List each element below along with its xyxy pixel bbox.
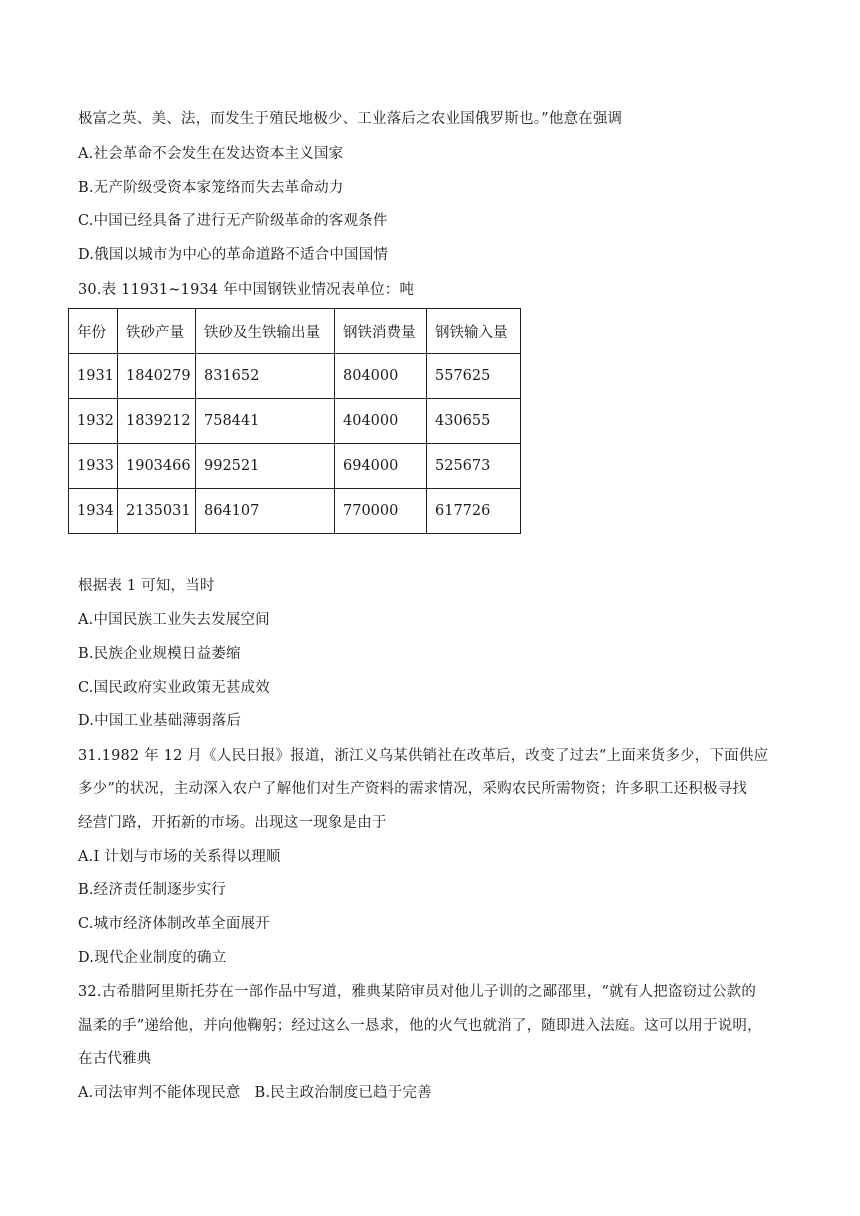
table-cell: 1840279 (118, 354, 196, 399)
table-row (69, 354, 521, 399)
q31-stem-line-1: 31.1982 年 12 月《人民日报》报道，浙江义乌某供销社在改革后，改变了过去“上面来货多少，下面供应 (78, 748, 769, 764)
q31-option-c: C.城市经济体制改革全面展开 (78, 916, 270, 932)
table-header-cell: 铁砂及生铁输出量 (196, 309, 335, 354)
q30-option-d: D.中国工业基础薄弱落后 (78, 713, 242, 729)
table-cell: 1903466 (118, 444, 196, 489)
q30-option-c: C.国民政府实业政策无甚成效 (78, 680, 270, 696)
table-header-cell: 铁砂产量 (118, 309, 196, 354)
table-cell: 758441 (196, 399, 335, 444)
q31-option-b: B.经济责任制逐步实行 (78, 882, 226, 898)
steel-industry-table (68, 308, 521, 534)
table-cell: 430655 (427, 399, 521, 444)
table-cell: 694000 (335, 444, 427, 489)
table-row (69, 399, 521, 444)
q31-option-a: A.I 计划与市场的关系得以理顺 (78, 849, 281, 865)
table-cell: 617726 (427, 489, 521, 534)
table-cell: 2135031 (118, 489, 196, 534)
table-header-cell: 年份 (69, 309, 118, 354)
q32-option-b: B.民主政治制度已趋于完善 (254, 1085, 432, 1101)
table-cell: 1931 (69, 354, 118, 399)
table-row (69, 444, 521, 489)
q30-title: 30.表 11931~1934 年中国钢铁业情况表单位：吨 (78, 282, 415, 298)
q32-option-a: A.司法审判不能体现民意 (78, 1085, 241, 1101)
q30-option-b: B.民族企业规模日益萎缩 (78, 646, 241, 662)
q30-stem: 根据表 1 可知，当时 (78, 578, 215, 594)
q29-option-b: B.无产阶级受资本家笼络而失去革命动力 (78, 180, 344, 196)
q32-stem-line-1: 32.古希腊阿里斯托芬在一部作品中写道，雅典某陪审员对他儿子训的之鄙邵里，“就有人把盗窃过公款的 (78, 984, 757, 1000)
table-cell: 1933 (69, 444, 118, 489)
table-cell: 770000 (335, 489, 427, 534)
q29-stem-end: 极富之英、美、法，而发生于殖民地极少、工业落后之农业国俄罗斯也。”他意在强调 (78, 111, 623, 127)
table-cell: 1934 (69, 489, 118, 534)
q29-option-a: A.社会革命不会发生在发达资本主义国家 (78, 146, 344, 162)
table-cell: 404000 (335, 399, 427, 444)
table-cell: 1932 (69, 399, 118, 444)
q32-options-row (78, 1083, 432, 1103)
q29-option-d: D.俄国以城市为中心的革命道路不适合中国国情 (78, 247, 389, 263)
table-row (69, 489, 521, 534)
q29-option-c: C.中国已经具备了进行无产阶级革命的客观条件 (78, 213, 388, 229)
table-header-row (69, 309, 521, 354)
table-cell: 557625 (427, 354, 521, 399)
table-cell: 831652 (196, 354, 335, 399)
q31-stem-line-2: 多少”的状况，主动深入农户了解他们对生产资料的需求情况，采购农民所需物资；许多职工还积极寻找 (78, 781, 748, 797)
q31-option-d: D.现代企业制度的确立 (78, 950, 227, 966)
table-cell: 525673 (427, 444, 521, 489)
q32-stem-line-3: 在古代雅典 (78, 1051, 152, 1067)
table-cell: 992521 (196, 444, 335, 489)
q31-stem-line-3: 经营门路，开拓新的市场。出现这一现象是由于 (78, 815, 387, 831)
table-header-cell: 钢铁消费量 (335, 309, 427, 354)
table-header-cell: 钢铁输入量 (427, 309, 521, 354)
table-cell: 864107 (196, 489, 335, 534)
table-cell: 1839212 (118, 399, 196, 444)
q32-stem-line-2: 温柔的手”递给他，并向他鞠躬；经过这么一恳求，他的火气也就消了，随即进入法庭。这可以用于说明， (78, 1018, 762, 1034)
q30-option-a: A.中国民族工业失去发展空间 (78, 612, 270, 628)
table-cell: 804000 (335, 354, 427, 399)
